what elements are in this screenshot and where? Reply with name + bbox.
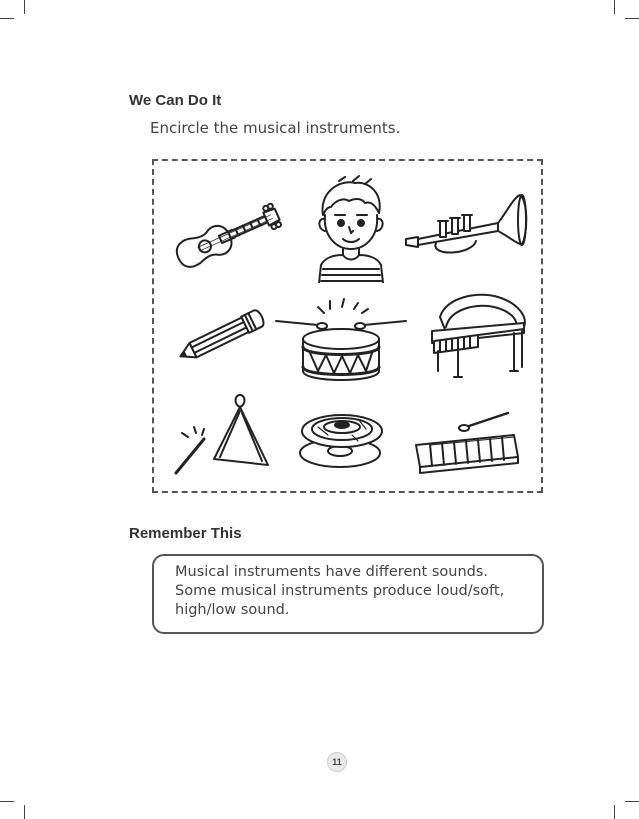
note-line: Musical instruments have different sounds.: [175, 564, 489, 580]
guitar-icon[interactable]: [166, 197, 288, 273]
remember-note-box: [152, 554, 544, 634]
crop-mark: [614, 0, 615, 14]
cymbals-icon[interactable]: [292, 405, 390, 475]
crop-mark: [625, 801, 639, 802]
picture-grid: [152, 159, 543, 493]
trumpet-icon[interactable]: [402, 187, 530, 265]
pencil-icon: [168, 307, 272, 365]
crop-mark: [614, 805, 615, 819]
crop-mark: [24, 0, 25, 14]
piano-icon[interactable]: [424, 287, 534, 385]
instruction-text: Encircle the musical instruments.: [150, 119, 401, 137]
xylophone-icon[interactable]: [414, 405, 530, 477]
page-number: 11: [327, 752, 347, 772]
boy-icon: [309, 175, 393, 283]
note-line: Some musical instruments produce loud/soft,: [175, 583, 505, 599]
note-line: high/low sound.: [175, 602, 290, 618]
section-title-remember-this: Remember This: [129, 525, 242, 542]
crop-mark: [0, 18, 14, 19]
section-title-we-can-do-it: We Can Do It: [129, 92, 222, 109]
crop-mark: [0, 801, 14, 802]
triangle-icon[interactable]: [164, 389, 276, 481]
crop-mark: [24, 805, 25, 819]
crop-mark: [625, 18, 639, 19]
drum-icon[interactable]: [272, 293, 410, 385]
